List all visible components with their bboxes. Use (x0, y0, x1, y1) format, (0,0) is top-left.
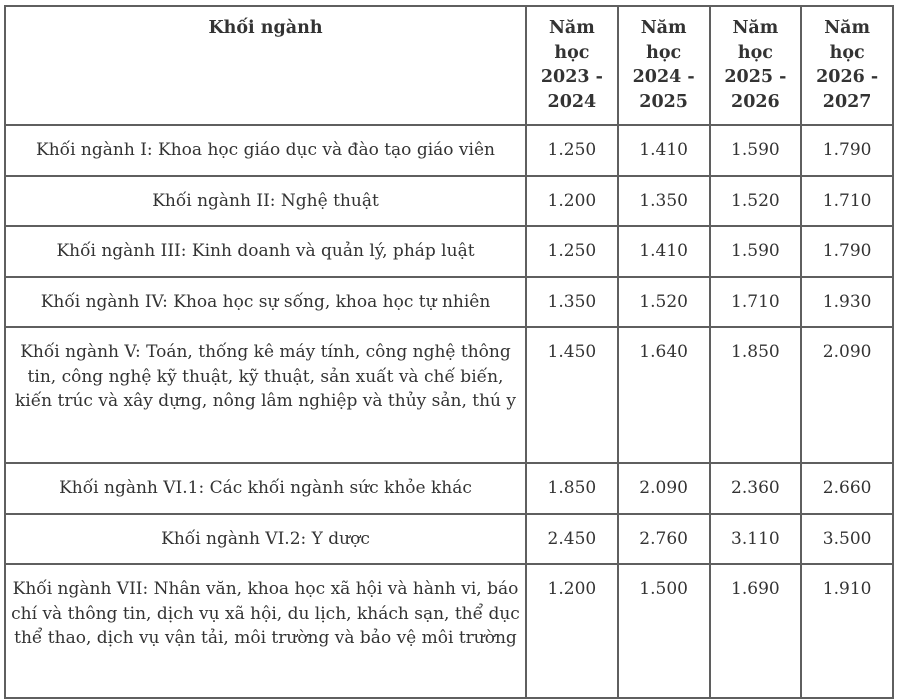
row-name: Khối ngành V: Toán, thống kê máy tính, công nghệ thông tin, công nghệ kỹ thuật, kỹ thuật, sản xuất và chế biến, kiến trúc và xây dựng, nông lâm nghiệp và thủy sản, thú y (5, 327, 526, 463)
row-name: Khối ngành II: Nghệ thuật (5, 176, 526, 227)
row-value: 1.710 (801, 176, 893, 227)
row-value: 1.410 (618, 226, 710, 277)
row-value: 3.500 (801, 514, 893, 565)
table-row (5, 176, 893, 227)
row-value: 1.450 (526, 327, 618, 463)
row-value: 1.710 (710, 277, 802, 328)
table-row (5, 327, 893, 463)
row-name: Khối ngành I: Khoa học giáo dục và đào tạo giáo viên (5, 125, 526, 176)
row-value: 1.200 (526, 564, 618, 698)
row-value: 2.660 (801, 463, 893, 514)
row-value: 1.520 (710, 176, 802, 227)
row-value: 1.200 (526, 176, 618, 227)
row-value: 1.410 (618, 125, 710, 176)
row-value: 1.500 (618, 564, 710, 698)
row-value: 2.360 (710, 463, 802, 514)
header-khoi-nganh: Khối ngành (5, 6, 526, 125)
table-row (5, 226, 893, 277)
row-value: 2.090 (618, 463, 710, 514)
header-year-2024-2025: Năm học 2024 - 2025 (618, 6, 710, 125)
table-row (5, 514, 893, 565)
row-name: Khối ngành IV: Khoa học sự sống, khoa học tự nhiên (5, 277, 526, 328)
row-value: 1.690 (710, 564, 802, 698)
row-value: 1.850 (526, 463, 618, 514)
header-year-2026-2027: Năm học 2026 - 2027 (801, 6, 893, 125)
row-value: 1.910 (801, 564, 893, 698)
row-value: 1.350 (526, 277, 618, 328)
row-name: Khối ngành VI.1: Các khối ngành sức khỏe khác (5, 463, 526, 514)
row-value: 1.790 (801, 125, 893, 176)
row-name: Khối ngành III: Kinh doanh và quản lý, pháp luật (5, 226, 526, 277)
row-value: 1.930 (801, 277, 893, 328)
row-value: 1.250 (526, 226, 618, 277)
row-value: 1.790 (801, 226, 893, 277)
row-value: 2.090 (801, 327, 893, 463)
table-row (5, 277, 893, 328)
row-value: 1.520 (618, 277, 710, 328)
table-row (5, 463, 893, 514)
row-value: 1.640 (618, 327, 710, 463)
row-name: Khối ngành VII: Nhân văn, khoa học xã hội và hành vi, báo chí và thông tin, dịch vụ xã hội, du lịch, khách sạn, thể dục thể thao, dịch vụ vận tải, môi trường và bảo vệ môi trường (5, 564, 526, 698)
header-row (5, 6, 893, 125)
tuition-table (4, 5, 894, 699)
row-value: 1.250 (526, 125, 618, 176)
row-value: 2.450 (526, 514, 618, 565)
header-year-2023-2024: Năm học 2023 - 2024 (526, 6, 618, 125)
table-row (5, 125, 893, 176)
header-year-2025-2026: Năm học 2025 - 2026 (710, 6, 802, 125)
row-value: 1.350 (618, 176, 710, 227)
row-value: 2.760 (618, 514, 710, 565)
row-value: 1.850 (710, 327, 802, 463)
row-value: 1.590 (710, 125, 802, 176)
row-value: 1.590 (710, 226, 802, 277)
row-name: Khối ngành VI.2: Y dược (5, 514, 526, 565)
row-value: 3.110 (710, 514, 802, 565)
